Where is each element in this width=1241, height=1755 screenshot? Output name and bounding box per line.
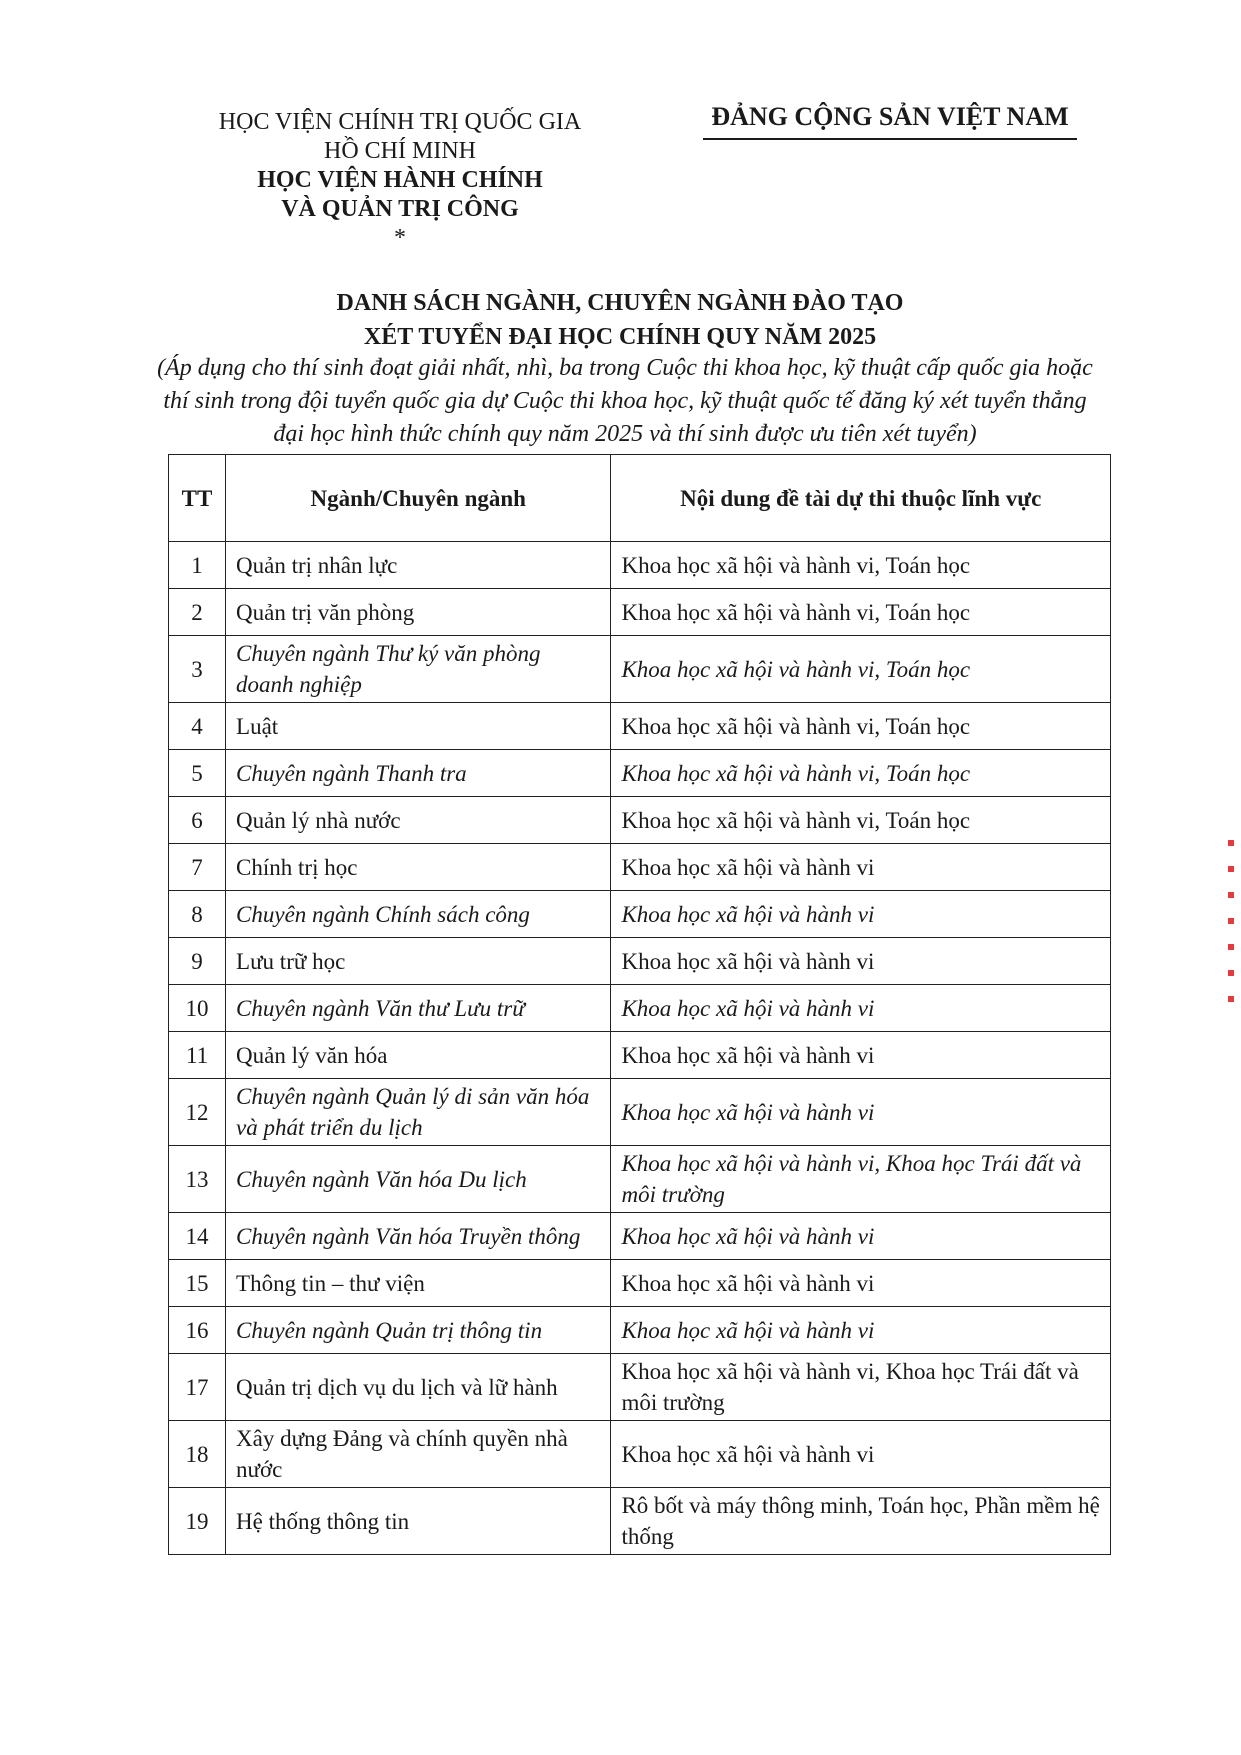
org-line-academy: HỌC VIỆN HÀNH CHÍNH xyxy=(257,167,543,193)
table-row xyxy=(169,1421,1111,1488)
row-major: Chính trị học xyxy=(226,844,611,891)
row-major: Chuyên ngành Thư ký văn phòng doanh nghiệp xyxy=(226,636,611,703)
title-line-2: XÉT TUYỂN ĐẠI HỌC CHÍNH QUY NĂM 2025 xyxy=(363,324,877,350)
row-number: 18 xyxy=(169,1421,226,1488)
row-number: 16 xyxy=(169,1307,226,1354)
row-major: Hệ thống thông tin xyxy=(226,1488,611,1555)
row-number: 9 xyxy=(169,938,226,985)
org-line-parent: HỌC VIỆN CHÍNH TRỊ QUỐC GIA xyxy=(218,109,582,135)
org-line-academy-2: VÀ QUẢN TRỊ CÔNG xyxy=(281,196,519,222)
table-row xyxy=(169,891,1111,938)
header-field: Nội dung đề tài dự thi thuộc lĩnh vực xyxy=(611,455,1111,542)
table-row xyxy=(169,703,1111,750)
row-major: Quản trị văn phòng xyxy=(226,589,611,636)
row-major: Lưu trữ học xyxy=(226,938,611,985)
org-line-parent-2: HỒ CHÍ MINH xyxy=(324,138,476,164)
row-field: Khoa học xã hội và hành vi xyxy=(611,1421,1111,1488)
title-line-1: DANH SÁCH NGÀNH, CHUYÊN NGÀNH ĐÀO TẠO xyxy=(336,290,904,316)
table-row xyxy=(169,1260,1111,1307)
row-major: Chuyên ngành Chính sách công xyxy=(226,891,611,938)
row-field: Khoa học xã hội và hành vi xyxy=(611,1307,1111,1354)
row-major: Thông tin – thư viện xyxy=(226,1260,611,1307)
table-row xyxy=(169,589,1111,636)
table-row xyxy=(169,1146,1111,1213)
row-number: 11 xyxy=(169,1032,226,1079)
table-row xyxy=(169,542,1111,589)
org-star: * xyxy=(394,225,406,251)
row-field: Khoa học xã hội và hành vi, Khoa học Trái đất và môi trường xyxy=(611,1146,1111,1213)
header-major: Ngành/Chuyên ngành xyxy=(226,455,611,542)
row-number: 12 xyxy=(169,1079,226,1146)
row-major: Quản trị nhân lực xyxy=(226,542,611,589)
row-field: Khoa học xã hội và hành vi xyxy=(611,1260,1111,1307)
row-field: Khoa học xã hội và hành vi xyxy=(611,1032,1111,1079)
row-number: 14 xyxy=(169,1213,226,1260)
row-major: Xây dựng Đảng và chính quyền nhà nước xyxy=(226,1421,611,1488)
row-field: Khoa học xã hội và hành vi, Toán học xyxy=(611,703,1111,750)
table-row xyxy=(169,1488,1111,1555)
header-tt: TT xyxy=(169,455,226,542)
row-number: 17 xyxy=(169,1354,226,1421)
row-major: Quản lý văn hóa xyxy=(226,1032,611,1079)
row-field: Khoa học xã hội và hành vi xyxy=(611,985,1111,1032)
table-row xyxy=(169,938,1111,985)
row-field: Khoa học xã hội và hành vi xyxy=(611,1213,1111,1260)
document-note: (Áp dụng cho thí sinh đoạt giải nhất, nhì, ba trong Cuộc thi khoa học, kỹ thuật cấp quốc gia hoặc thí sinh trong đội tuyển quốc gia dự Cuộc thi khoa học, kỹ thuật quốc tế đăng ký xét tuyển thẳng đại học hình thức chính quy năm 2025 và thí sinh được ưu tiên xét tuyển) xyxy=(157,355,1093,447)
row-field: Khoa học xã hội và hành vi xyxy=(611,938,1111,985)
party-title-underline xyxy=(703,138,1077,140)
row-number: 10 xyxy=(169,985,226,1032)
row-field: Khoa học xã hội và hành vi xyxy=(611,891,1111,938)
row-field: Khoa học xã hội và hành vi, Toán học xyxy=(611,636,1111,703)
row-field: Khoa học xã hội và hành vi, Toán học xyxy=(611,797,1111,844)
row-field: Khoa học xã hội và hành vi, Khoa học Trái đất và môi trường xyxy=(611,1354,1111,1421)
document-title xyxy=(120,286,1120,354)
row-number: 1 xyxy=(169,542,226,589)
row-major: Luật xyxy=(226,703,611,750)
row-number: 4 xyxy=(169,703,226,750)
table-row xyxy=(169,797,1111,844)
table-header-row xyxy=(169,455,1111,542)
majors-table xyxy=(168,454,1111,1555)
row-major: Chuyên ngành Văn thư Lưu trữ xyxy=(226,985,611,1032)
table-row xyxy=(169,844,1111,891)
row-major: Quản trị dịch vụ du lịch và lữ hành xyxy=(226,1354,611,1421)
row-number: 8 xyxy=(169,891,226,938)
red-stamp-mark xyxy=(1228,840,1234,1020)
row-major: Chuyên ngành Văn hóa Du lịch xyxy=(226,1146,611,1213)
table-row xyxy=(169,1213,1111,1260)
table-row xyxy=(169,1079,1111,1146)
row-number: 7 xyxy=(169,844,226,891)
table-row xyxy=(169,1354,1111,1421)
table-row xyxy=(169,1032,1111,1079)
row-number: 3 xyxy=(169,636,226,703)
row-field: Khoa học xã hội và hành vi, Toán học xyxy=(611,589,1111,636)
row-field: Rô bốt và máy thông minh, Toán học, Phần mềm hệ thống xyxy=(611,1488,1111,1555)
row-major: Quản lý nhà nước xyxy=(226,797,611,844)
issuing-organization xyxy=(180,108,620,253)
row-field: Khoa học xã hội và hành vi, Toán học xyxy=(611,750,1111,797)
row-field: Khoa học xã hội và hành vi xyxy=(611,844,1111,891)
table-row xyxy=(169,636,1111,703)
row-number: 15 xyxy=(169,1260,226,1307)
table-row xyxy=(169,1307,1111,1354)
table-row xyxy=(169,985,1111,1032)
table-body xyxy=(169,542,1111,1555)
party-header xyxy=(700,100,1080,140)
table-row xyxy=(169,750,1111,797)
row-number: 6 xyxy=(169,797,226,844)
row-field: Khoa học xã hội và hành vi xyxy=(611,1079,1111,1146)
row-number: 19 xyxy=(169,1488,226,1555)
row-major: Chuyên ngành Văn hóa Truyền thông xyxy=(226,1213,611,1260)
row-number: 13 xyxy=(169,1146,226,1213)
row-field: Khoa học xã hội và hành vi, Toán học xyxy=(611,542,1111,589)
row-major: Chuyên ngành Quản trị thông tin xyxy=(226,1307,611,1354)
row-number: 2 xyxy=(169,589,226,636)
row-major: Chuyên ngành Quản lý di sản văn hóa và phát triển du lịch xyxy=(226,1079,611,1146)
row-major: Chuyên ngành Thanh tra xyxy=(226,750,611,797)
row-number: 5 xyxy=(169,750,226,797)
party-title: ĐẢNG CỘNG SẢN VIỆT NAM xyxy=(711,102,1069,131)
